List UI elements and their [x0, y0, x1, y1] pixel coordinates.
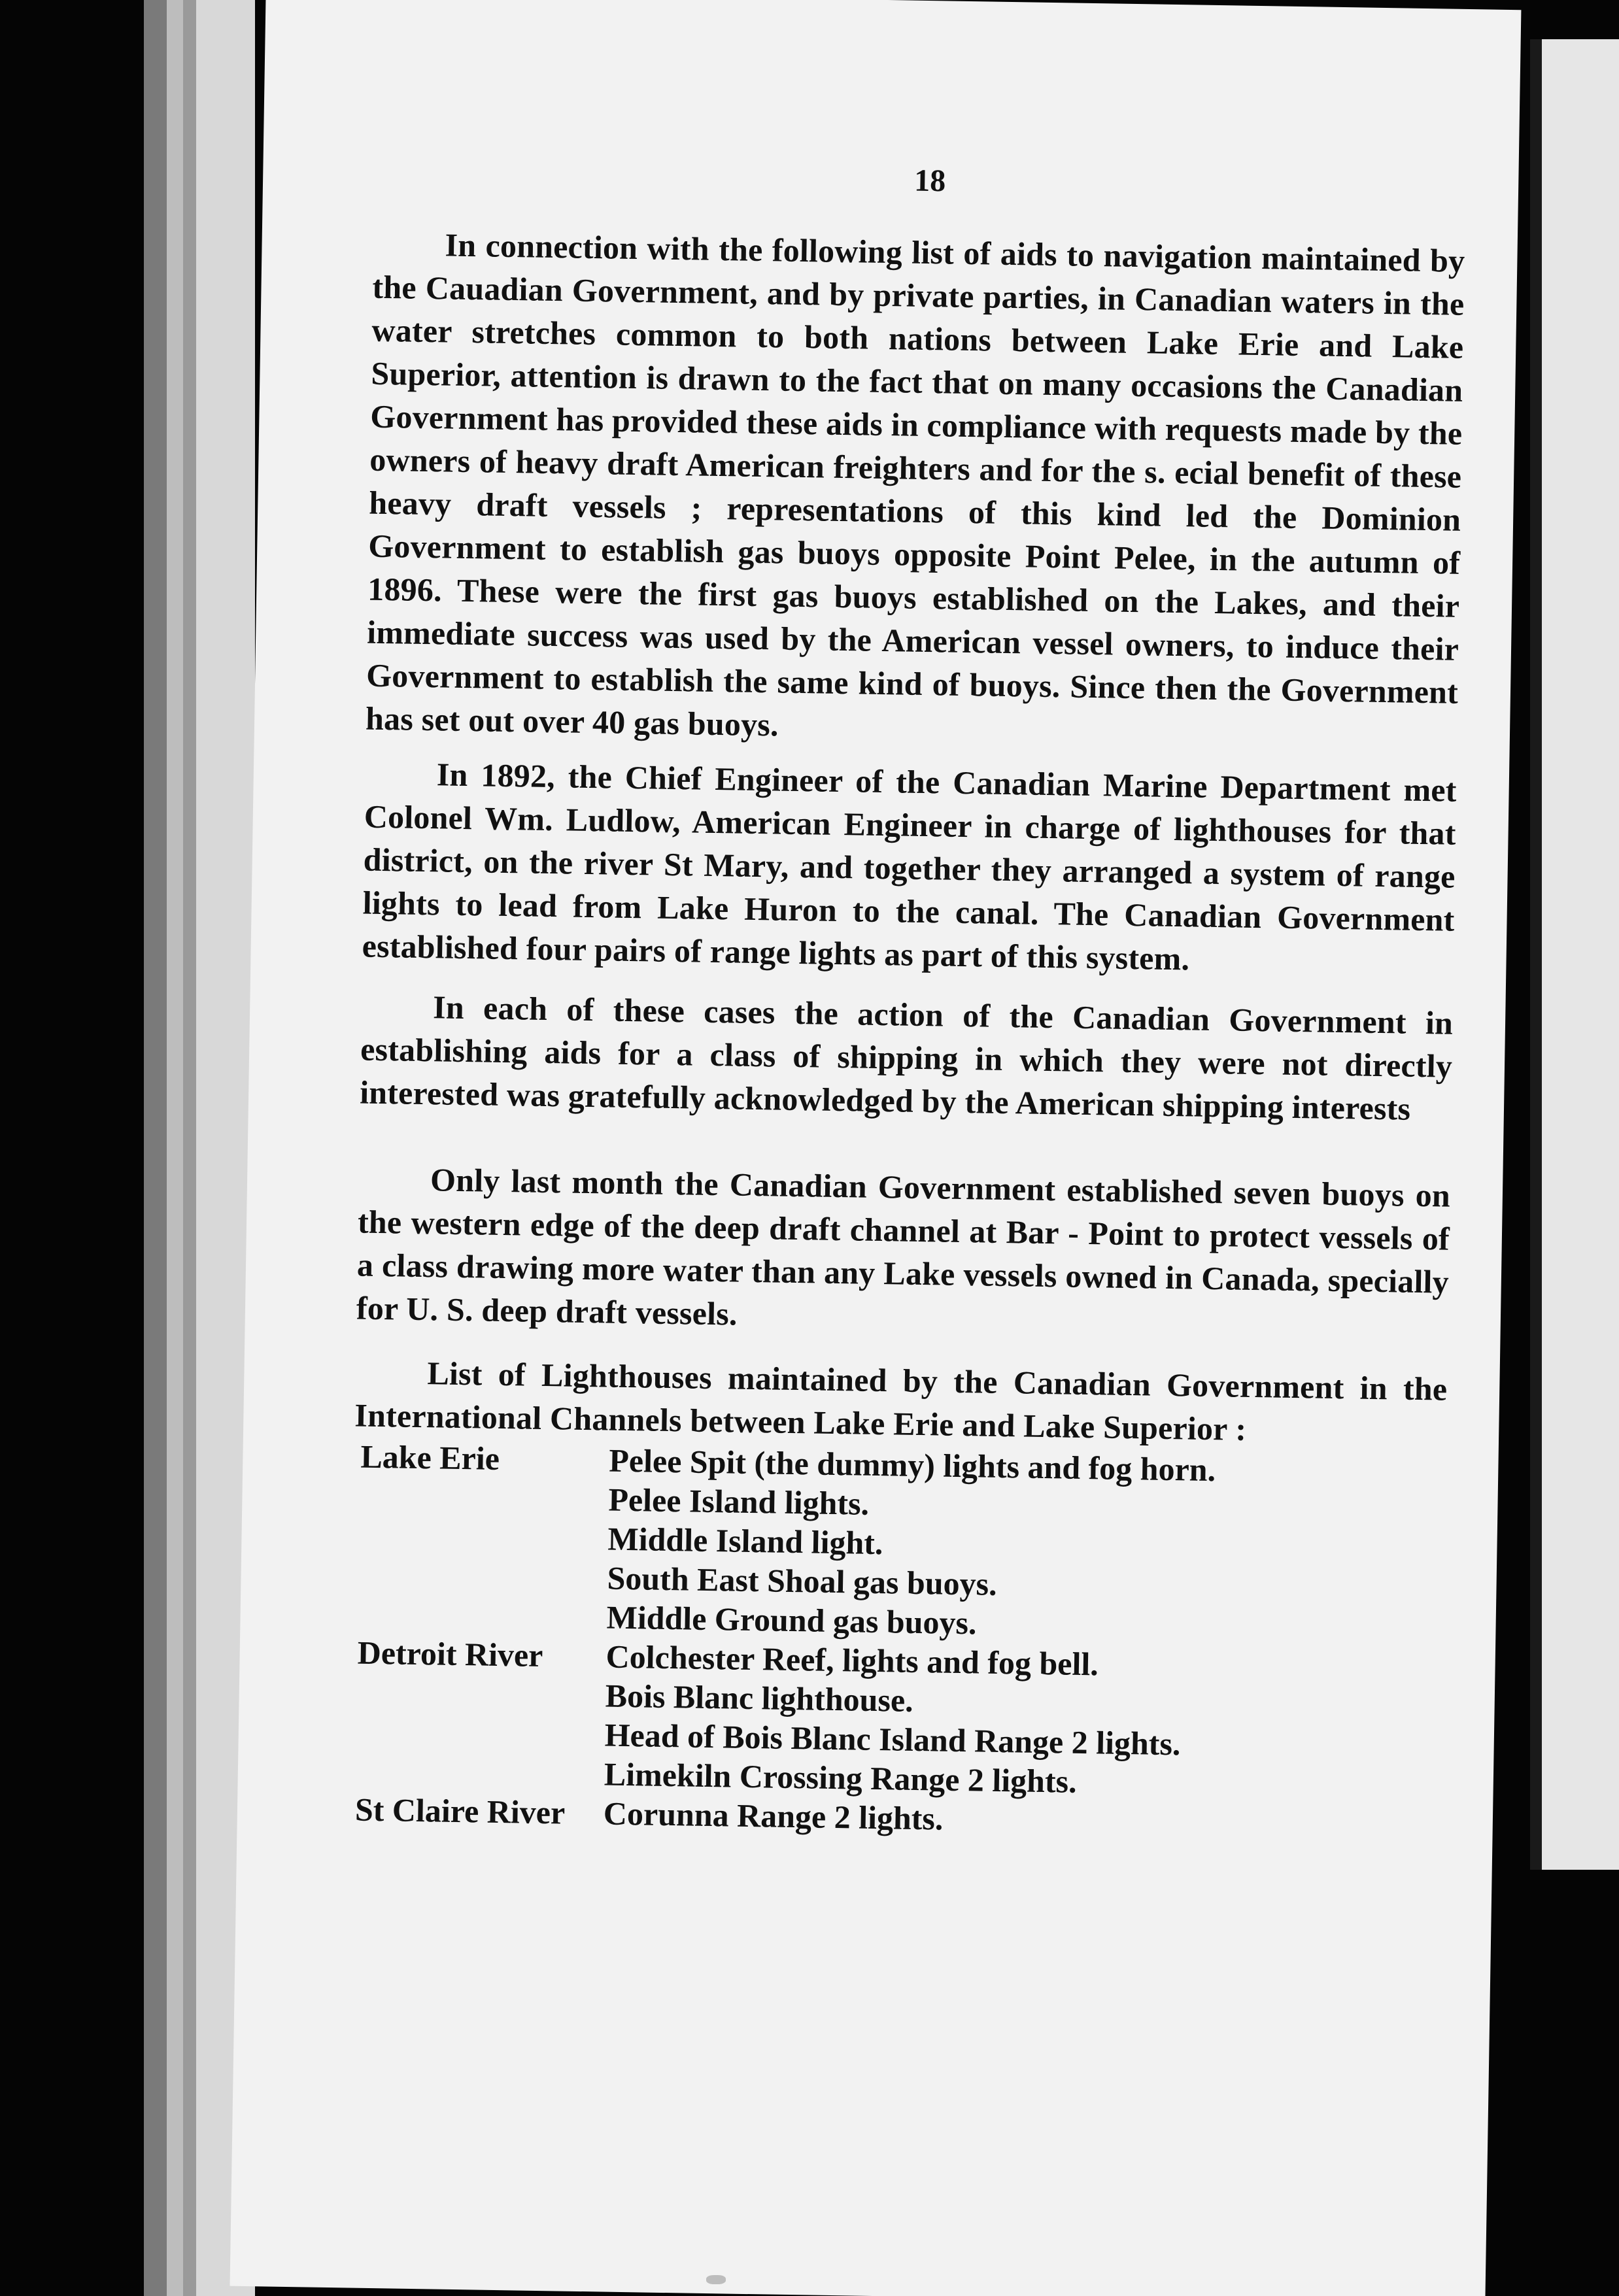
- lighthouse-group-detroit-river: [342, 1632, 1456, 1807]
- facing-page: [1530, 39, 1619, 1870]
- river-name: Detroit River: [357, 1634, 543, 1674]
- lighthouse-items: [604, 1637, 1456, 1807]
- paragraph-bar-point-buoys: [356, 1157, 1451, 1347]
- scan-artifact: [706, 2275, 726, 2284]
- list-item: Head of Bois Blanc Island Range 2 lights.: [604, 1716, 1181, 1763]
- list-item: Bois Blanc lighthouse.: [605, 1677, 914, 1719]
- lighthouse-items: [606, 1441, 1459, 1650]
- list-item: Pelee Spit (the dummy) lights and fog horn.: [608, 1442, 1216, 1489]
- paragraph-text: In each of these cases the action of the Canadian Government in establishing aids for a class of shipping in which they were not directly interested was gratefully acknowledged by the American shipping interests: [359, 988, 1454, 1127]
- lighthouse-group-lake-erie: [345, 1436, 1459, 1650]
- lighthouse-list-heading: [354, 1350, 1448, 1453]
- list-item: Corunna Range 2 lights.: [603, 1795, 944, 1837]
- paragraph-range-lights: [362, 752, 1457, 985]
- list-item: Middle Island light.: [607, 1520, 883, 1562]
- paragraph-acknowledgement: [360, 985, 1454, 1131]
- book-edge: [183, 0, 197, 2296]
- paragraph-text: In 1892, the Chief Engineer of the Canadian Marine Department met Colonel Wm. Ludlow, American Engineer in charge of lighthouses for that district, on the river St Mary, and together they arranged a system of range lights to lead from Lake Huron to the canal. The Canadian Government established four pairs of range lights as part of this system.: [362, 756, 1457, 977]
- document-page: [230, 0, 1522, 2296]
- paragraph-aids-navigation: [366, 222, 1465, 757]
- list-item: Middle Ground gas buoys.: [606, 1598, 977, 1642]
- list-item: Limekiln Crossing Range 2 lights.: [604, 1755, 1078, 1800]
- list-item: Colchester Reef, lights and fog bell.: [605, 1638, 1099, 1683]
- page-number: 18: [913, 163, 946, 199]
- book-edge: [167, 0, 183, 2296]
- list-item: Pelee Island lights.: [608, 1481, 870, 1522]
- paragraph-text: In connection with the following list of aids to navigation maintained by the Cauadian Government, and by private parties, in Canadian waters in the water stretches common to both nations between Lake Erie and Lake Superior, attention is drawn to the fact that on many occasions the Canadian Government has provided these aids in compliance with requests made by the owners of heavy draft American freighters and for the s. ecial benefit of these heavy draft vessels ; representations of this kind led the Dominion Government to establish gas buoys opposite Point Pelee, in the autumn of 1896. These were the first gas buoys established on the Lakes, and their immediate success was used by the American vessel owners, to induce their Government to establish the same kind of buoys. Since then the Government has set out over 40 gas buoys.: [365, 226, 1465, 743]
- river-name: St Claire River: [354, 1791, 566, 1831]
- paragraph-text: List of Lighthouses maintained by the Canadian Government in the International Channels between Lake Erie and Lake Superior :: [354, 1355, 1448, 1447]
- list-item: South East Shoal gas buoys.: [607, 1559, 998, 1602]
- river-name: Lake Erie: [360, 1438, 500, 1477]
- book-edge: [144, 0, 170, 2296]
- paragraph-text: Only last month the Canadian Government established seven buoys on the western edge of the deep draft channel at Bar - Point to protect vessels of a class drawing more water than any Lake vessels owned in Canada, specially for U. S. deep draft vessels.: [356, 1161, 1451, 1332]
- lighthouse-list: [342, 1436, 1459, 1846]
